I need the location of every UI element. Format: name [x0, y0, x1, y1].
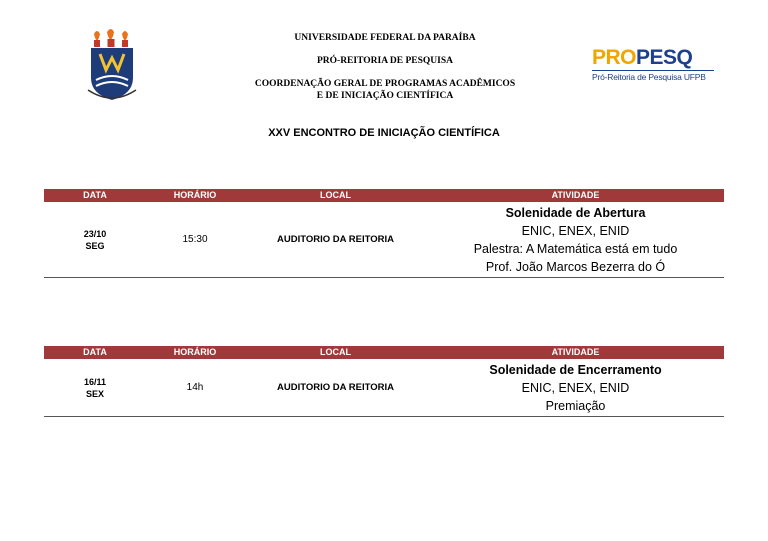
table-header [44, 189, 724, 202]
time-cell: 15:30 [182, 234, 208, 245]
torch-icon [94, 29, 128, 47]
propesq-wordmark: PROPESQ [592, 46, 693, 69]
time-cell: 14h [186, 382, 204, 393]
university-name: UNIVERSIDADE FEDERAL DA PARAÍBA [294, 33, 476, 43]
table-header [44, 346, 724, 359]
header-activity: ATIVIDADE [551, 347, 600, 357]
header-date: DATA [83, 347, 107, 357]
activity-cell [427, 202, 724, 277]
place-cell: AUDITORIO DA REITORIA [277, 382, 394, 393]
activity-title: Solenidade de Encerramento [489, 363, 662, 377]
header-date: DATA [83, 190, 107, 200]
header-time: HORÁRIO [173, 190, 217, 200]
institution-header [250, 32, 520, 102]
header-place: LOCAL [320, 190, 351, 200]
activity-line: Prof. João Marcos Bezerra do Ó [485, 260, 666, 274]
ufpb-coat-of-arms-logo [86, 28, 138, 104]
propesq-logo [592, 46, 714, 86]
date-value: 16/11 [83, 376, 107, 387]
date-cell [44, 376, 146, 400]
coordination-line-1: COORDENAÇÃO GERAL DE PROGRAMAS ACADÊMICOS [254, 79, 516, 89]
coordination-line-2: E DE INICIAÇÃO CIENTÍFICA [316, 91, 454, 101]
header-time: HORÁRIO [173, 347, 217, 357]
schedule-table-opening [44, 189, 724, 278]
pro-rectory-name: PRÓ-REITORIA DE PESQUISA [316, 56, 454, 66]
schedule-table-closing [44, 346, 724, 417]
header-activity: ATIVIDADE [551, 190, 600, 200]
activity-cell [427, 359, 724, 416]
activity-line: Palestra: A Matemática está em tudo [473, 242, 678, 256]
activity-line: ENIC, ENEX, ENID [521, 381, 630, 395]
weekday-value: SEX [85, 388, 104, 399]
date-value: 23/10 [83, 228, 107, 239]
date-cell [44, 228, 146, 252]
event-title: XXV ENCONTRO DE INICIAÇÃO CIENTÍFICA [268, 127, 500, 139]
weekday-value: SEG [85, 240, 105, 251]
propesq-subtitle: Pró-Reitoria de Pesquisa UFPB [592, 70, 714, 82]
table-row [44, 202, 724, 278]
activity-line: ENIC, ENEX, ENID [521, 224, 630, 238]
header-place: LOCAL [320, 347, 351, 357]
table-row [44, 359, 724, 417]
activity-line: Premiação [545, 399, 606, 413]
place-cell: AUDITORIO DA REITORIA [277, 234, 394, 245]
activity-title: Solenidade de Abertura [505, 206, 646, 220]
